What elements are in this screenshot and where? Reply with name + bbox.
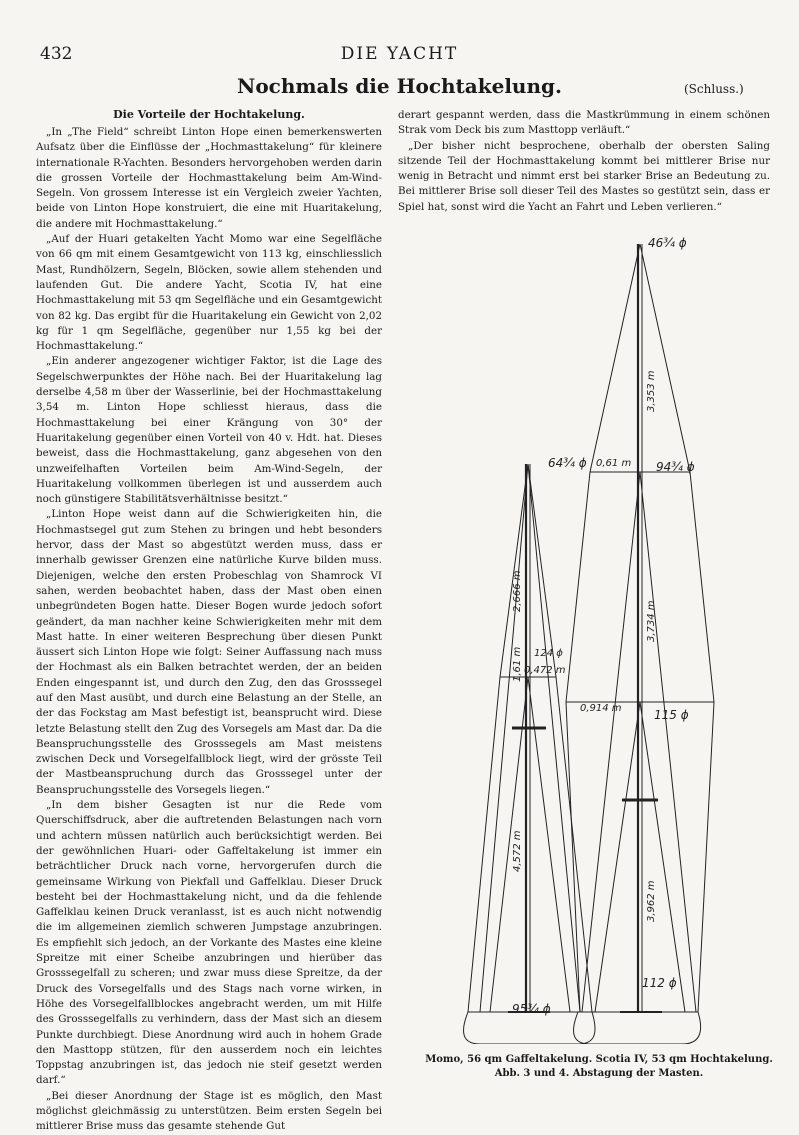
paragraph: derart gespannt werden, dass die Mastkrümmung in einem schönen Strak vom Deck bis zum Masttopp verläuft.“ — [398, 109, 770, 137]
momo-top-diameter: 64¾ ɸ — [548, 456, 587, 470]
scotia-base-diameter: 112 ɸ — [642, 976, 677, 990]
scotia-shroud — [595, 702, 640, 1012]
scotia-upper-length: 3,353 m — [646, 370, 657, 412]
scotia-shroud — [690, 472, 714, 702]
scotia-spread-low: 0,914 m — [580, 703, 622, 714]
scotia-shroud — [566, 472, 590, 702]
continued-note: (Schluss.) — [684, 82, 744, 96]
figure-caption-names: Momo, 56 qm Gaffeltakelung. Scotia IV, 53 qm Hochtakelung. — [425, 1054, 773, 1065]
scotia-shroud — [582, 472, 640, 1012]
momo-shroud — [556, 677, 592, 1012]
running-title: DIE YACHT — [340, 44, 459, 64]
paragraph: „Bei dieser Anordnung der Stage ist es möglich, den Mast möglichst gleichmässig zu unterstützen. Beim ersten Segeln bei mittlerer Brise muss das gesamte stehende Gut — [36, 1089, 382, 1133]
momo-spread: 0,472 m — [524, 665, 566, 676]
scotia-hull-section — [574, 1012, 701, 1044]
momo-small-diameter: 124 ɸ — [534, 648, 563, 659]
scotia-shroud — [640, 702, 685, 1012]
left-column — [36, 108, 382, 1135]
scotia-spread-top: 0,61 m — [596, 458, 632, 469]
scotia-shroud — [640, 472, 696, 1012]
paragraph: „Ein anderer angezogener wichtiger Faktor, ist die Lage des Segelschwerpunktes der Höhe nach. Bei der Huaritakelung lag derselbe 4,58 m über der Wasserlinie, bei der Hochmasttakelung 3,54 m. Linton Hope schliesst hieraus, dass die Hochmasttakelung bei einer Krängung von 30° der Huaritakelung gegenüber einen Vorteil von 40 v. Hdt. hat. Dieses beweist, dass die Hochmasttakelung, ganz abgesehen von den unzweifelhaften Vorteilen beim Am-Wind-Segeln, der Huaritakelung vollkommen überlegen ist und ausserdem auch noch günstigere Stabilitätsverhältnisse besitzt.“ — [36, 355, 382, 506]
momo-lower-length: 4,572 m — [512, 830, 523, 872]
scotia-shroud — [698, 702, 714, 1012]
momo-base-diameter: 95¾ ɸ — [512, 1002, 551, 1016]
article-title: Nochmals die Hochtakelung. — [237, 74, 562, 98]
momo-upper-length: 2,666 m — [512, 570, 523, 612]
paragraph: „In „The Field“ schreibt Linton Hope einen bemerkenswerten Aufsatz über die Einflüsse der „Hochmasttakelung“ für kleinere internationale R-Yachten. Besonders hervorgehoben werden darin die grossen Vorteile der Hochmasttakelung beim Am-Wind-Segeln. Von grossem Interesse ist ein Vergleich zweier Yachten, beide von Linton Hope konstruiert, die eine mit Huaritakelung, die andere mit Hochmasttakelung.“ — [36, 126, 382, 230]
scotia-mid-length: 3,734 m — [646, 600, 657, 642]
paragraph: „Linton Hope weist dann auf die Schwierigkeiten hin, die Hochmastsegel gut zum Stehen zu bringen und hebt besonders hervor, dass der Mast so abgestützt werden muss, dass er innerhalb gewisser Grenzen eine natürliche Kurve bilden muss. Diejenigen, welche den ersten Probeschlag von Shamrock VI sahen, werden beobachtet haben, dass der Mast oben einen unbegründeten Bogen hatte. Dieser Bogen wurde jedoch sofort geändert, da man nachher keine Schwierigkeiten mehr mit dem Mast hatte. In einer weiteren Besprechung über diesen Punkt äussert sich Linton Hope wie folgt: Seiner Auffassung nach muss der Hochmast als ein Balken betrachtet werden, der an beiden Enden eingespannt ist, und durch den Zug, den das Grosssegel auf den Mast ausübt, und durch eine Belastung an der Stelle, an der das Fockstag am Mast befestigt ist, beansprucht wird. Diese letzte Belastung stellt den Zug des Vorsegels am Mast dar. Da die Beanspruchungsstelle des Grosssegels am Mast meistens zwischen Deck und Vorsegelfallblock liegt, wird der grösste Teil der Mastbeanspruchung durch das Grosssegel unter der Beanspruchungsstelle des Vorsegels liegen.“ — [36, 508, 382, 796]
paragraph: „In dem bisher Gesagten ist nur die Rede vom Querschiffsdruck, aber die auftretenden Belastungen nach vorn und achtern müssen natürlich auch berücksichtigt werden. Bei der gewöhnlichen Huari- oder Gaffeltakelung ist immer ein beträchtlicher Druck nach vorne, hervorgerufen durch die gemeinsame Wirkung von Piekfall und Gaffelklau. Dieser Druck besteht bei der Hochmasttakelung nicht, und da die fehlende Gaffelklau keinen Druck veranlasst, ist es auch nicht notwendig die im allgemeinen ziemlich schweren Jumpstage anzubringen. Es empfiehlt sich jedoch, an der Vorkante des Mastes eine kleine Spreitze mit einer Scheibe anzubringen und hierüber das Grosssegelfall zu scheren; und zwar muss diese Spreitze, da der Druck des Vorsegelfalls und des Stags nach vorne wirken, in Höhe des Vorsegelfallblockes angebracht werden, um mit Hilfe des Grosssegelfalls zu verhindern, dass der Mast sich an diesem Punkte durchbiegt. Diese Anordnung wird auch in hohem Grade den Masttopp stützen, für den ausserdem noch ein leichtes Toppstag anzubringen ist, das jedoch nie steif gesetzt werden darf.“ — [36, 799, 382, 1087]
paragraph: „Der bisher nicht besprochene, oberhalb der obersten Saling sitzende Teil der Hochmasttakelung kommt bei mittlerer Brise nur wenig in Betracht und nimmt erst bei starker Brise an Bedeutung zu. Bei mittlerer Brise soll dieser Teil des Mastes so gestützt sein, dass er Spiel hat, sonst wird die Yacht an Fahrt und Leben verlieren.“ — [398, 139, 770, 213]
scotia-rig — [566, 244, 714, 1044]
momo-rig — [464, 464, 596, 1044]
rigging-drawing — [420, 232, 775, 1044]
momo-shroud — [528, 464, 556, 677]
figure-caption-title: Abb. 3 und 4. Abstagung der Masten. — [494, 1068, 704, 1079]
scotia-top-diameter: 46¾ ɸ — [648, 236, 687, 250]
scotia-low-diameter: 115 ɸ — [654, 708, 689, 722]
scotia-mid-diameter: 94¾ ɸ — [656, 460, 695, 474]
scotia-lower-length: 3,962 m — [646, 880, 657, 922]
scotia-shroud — [590, 244, 640, 472]
section-subheading: Die Vorteile der Hochtakelung. — [113, 108, 305, 121]
paragraph: „Auf der Huari getakelten Yacht Momo war eine Segelfläche von 66 qm mit einem Gesamtgewicht von 113 kg, einschliesslich Mast, Rundhölzern, Segeln, Blöcken, sowie allem stehenden und laufenden Gut. Die andere Yacht, Scotia IV, hat eine Hochmasttakelung mit 53 qm Segelfläche und ein Gesamtgewicht von 82 kg. Das ergibt für die Huaritakelung ein Gewicht von 2,02 kg für 1 qm Segelfläche, gegenüber nur 1,55 kg bei der Hochmasttakelung.“ — [36, 233, 382, 353]
rigging-figure — [420, 232, 775, 1044]
momo-mid-length: 1,61 m — [512, 646, 523, 682]
right-column — [398, 108, 770, 215]
momo-hull-section — [464, 1012, 596, 1044]
scotia-shroud — [640, 244, 690, 472]
page-number: 432 — [40, 44, 73, 64]
scotia-shroud — [566, 702, 580, 1012]
